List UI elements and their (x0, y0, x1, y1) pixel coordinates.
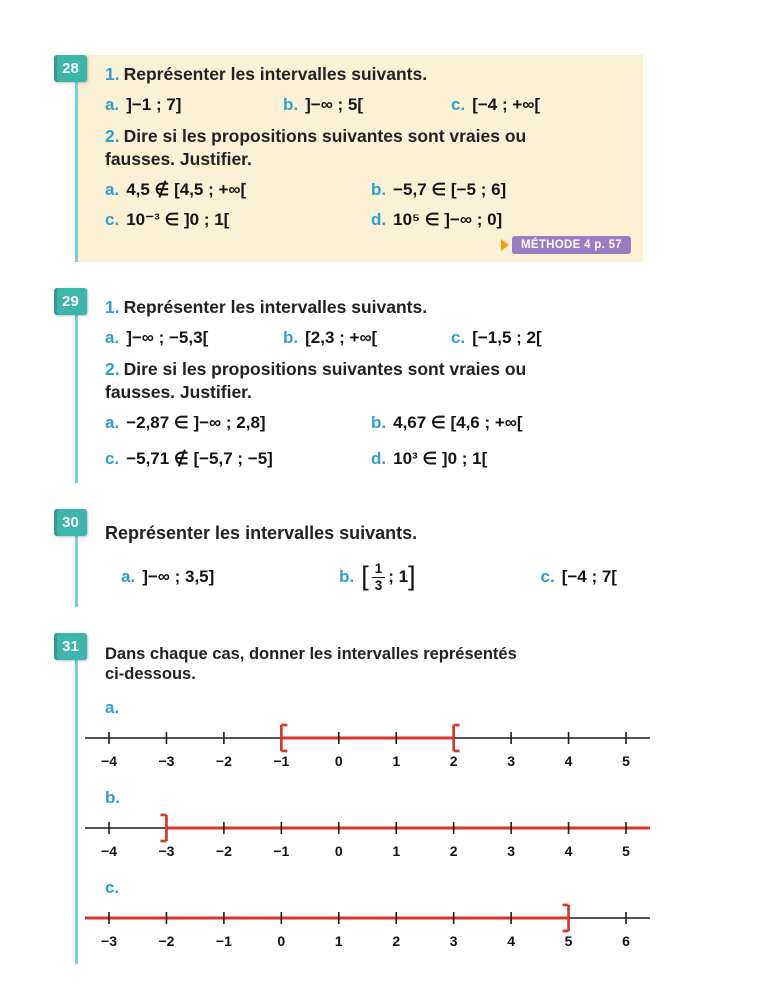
question-number: 1. (105, 64, 120, 84)
number-line-a (85, 722, 631, 774)
question-1 (105, 296, 631, 320)
exercise-29 (62, 288, 643, 483)
interval-item (105, 95, 283, 115)
item-label: b. (371, 179, 387, 199)
item-math: [−4 ; +∞[ (472, 94, 541, 114)
statements-grid (105, 413, 631, 469)
svg-text:1: 1 (392, 843, 401, 860)
exercise-30-title: Représenter les intervalles suivants. (105, 522, 418, 543)
interval-item (541, 567, 617, 587)
question-number: 2. (105, 358, 120, 379)
question-number: 2. (105, 125, 120, 146)
item-label: c. (540, 567, 555, 587)
exercise-31-title-line1: Dans chaque cas, donner les intervalles représentés (105, 645, 517, 664)
question-2 (105, 125, 591, 172)
item-math: 10³ ∈ ]0 ; 1[ (393, 448, 488, 468)
svg-text:−2: −2 (215, 753, 232, 770)
svg-text:−3: −3 (101, 933, 117, 950)
item-math: [2,3 ; +∞[ (305, 327, 378, 347)
item-label: a. (105, 327, 120, 347)
svg-text:1: 1 (392, 753, 401, 770)
svg-text:0: 0 (334, 753, 343, 770)
item-math: ]−∞ ; 5[ (305, 94, 364, 114)
intervals-row (105, 95, 631, 115)
method-reference (105, 236, 631, 254)
fraction-denominator: 3 (374, 577, 383, 593)
svg-text:−2: −2 (215, 843, 232, 860)
svg-text:−4: −4 (101, 843, 117, 860)
exercise-30-badge: 30 (54, 509, 87, 536)
item-math: [−4 ; 7[ (561, 567, 617, 587)
item-label: c. (451, 94, 466, 114)
exercise-31-title-line2: ci-dessous. (105, 665, 196, 684)
item-label: d. (371, 448, 387, 468)
item-math: ]−∞ ; 3,5] (142, 567, 215, 587)
interval-item (451, 95, 631, 115)
svg-text:4: 4 (507, 933, 516, 950)
exercise-29-badge: 29 (54, 288, 87, 315)
item-math: 4,5 ∉ [4,5 ; +∞[ (126, 179, 247, 199)
exercise-28-badge: 28 (54, 55, 87, 82)
bracket-close: ] (408, 560, 416, 591)
fraction (372, 561, 386, 593)
svg-text:3: 3 (507, 753, 516, 770)
item-label: c. (105, 209, 120, 229)
question-number: 1. (105, 296, 120, 317)
item-math: 4,67 ∈ [4,6 ; +∞[ (393, 412, 523, 432)
item-label: a. (105, 412, 120, 432)
statement-item (105, 449, 371, 469)
exercise-28 (62, 55, 643, 262)
intervals-row (105, 328, 631, 348)
item-label: a. (105, 94, 120, 114)
interval-item (451, 328, 631, 348)
svg-text:−1: −1 (273, 843, 290, 860)
statement-item (105, 413, 371, 433)
svg-text:−3: −3 (158, 753, 175, 770)
numberline-label-c: c. (105, 878, 120, 898)
exercise-31 (62, 633, 643, 964)
question-text: Représenter les intervalles suivants. (123, 64, 428, 84)
interval-item (283, 328, 451, 348)
item-label: c. (105, 448, 120, 468)
fraction-interval (339, 561, 416, 593)
item-math: 10⁵ ∈ ]−∞ ; 0] (393, 209, 503, 229)
svg-text:4: 4 (564, 753, 573, 770)
number-line-b (85, 812, 631, 864)
svg-text:5: 5 (564, 933, 573, 950)
numberline-label-a: a. (105, 698, 120, 718)
numberline-label-b: b. (105, 788, 121, 808)
interval-item (105, 328, 283, 348)
svg-text:5: 5 (622, 843, 630, 860)
item-label: b. (371, 412, 387, 432)
statement-item (105, 210, 371, 230)
svg-text:1: 1 (334, 933, 343, 950)
item-math: −2,87 ∈ ]−∞ ; 2,8] (126, 412, 266, 432)
question-text: Dire si les propositions suivantes sont vraies ou fausses. Justifier. (105, 125, 527, 170)
statement-item (371, 449, 631, 469)
interval-item (121, 567, 214, 587)
svg-text:−1: −1 (215, 933, 232, 950)
item-label: a. (121, 567, 136, 587)
fraction-rest: ; 1 (388, 567, 409, 587)
item-math: ]−∞ ; −5,3[ (126, 327, 209, 347)
svg-text:2: 2 (449, 753, 458, 770)
interval-item (283, 95, 451, 115)
exercise-30 (62, 509, 643, 607)
svg-text:−4: −4 (101, 753, 117, 770)
statement-item (371, 413, 631, 433)
fraction-numerator: 1 (372, 561, 386, 578)
question-text: Représenter les intervalles suivants. (123, 296, 428, 317)
item-label: c. (451, 327, 466, 347)
intervals-row (105, 561, 631, 599)
svg-text:−1: −1 (273, 753, 290, 770)
statement-item (105, 180, 371, 200)
item-math: 10⁻³ ∈ ]0 ; 1[ (126, 209, 230, 229)
item-label: a. (105, 179, 120, 199)
svg-text:2: 2 (449, 843, 458, 860)
number-line-c (85, 902, 631, 954)
item-math: −5,71 ∉ [−5,7 ; −5] (126, 448, 273, 468)
item-label: b. (339, 567, 355, 587)
item-label: b. (283, 94, 299, 114)
svg-text:5: 5 (622, 753, 630, 770)
item-math: −5,7 ∈ [−5 ; 6] (393, 179, 507, 199)
svg-text:0: 0 (277, 933, 286, 950)
method-badge: MÉTHODE 4 p. 57 (512, 236, 631, 254)
statements-grid (105, 180, 631, 230)
item-label: b. (283, 327, 299, 347)
question-2 (105, 358, 591, 405)
question-text: Dire si les propositions suivantes sont vraies ou fausses. Justifier. (105, 358, 527, 403)
svg-text:−3: −3 (158, 843, 175, 860)
svg-text:6: 6 (622, 933, 630, 950)
item-math: ]−1 ; 7] (126, 94, 182, 114)
bracket-open: [ (361, 560, 369, 591)
statement-item (371, 210, 631, 230)
svg-text:3: 3 (449, 933, 458, 950)
item-math: [−1,5 ; 2[ (472, 327, 542, 347)
question-1 (105, 63, 631, 87)
svg-text:−2: −2 (158, 933, 175, 950)
exercise-31-badge: 31 (54, 633, 87, 660)
svg-text:4: 4 (564, 843, 573, 860)
method-chevron-icon (501, 239, 509, 251)
svg-text:3: 3 (507, 843, 516, 860)
statement-item (371, 180, 631, 200)
svg-text:2: 2 (392, 933, 401, 950)
item-label: d. (371, 209, 387, 229)
svg-text:0: 0 (334, 843, 343, 860)
